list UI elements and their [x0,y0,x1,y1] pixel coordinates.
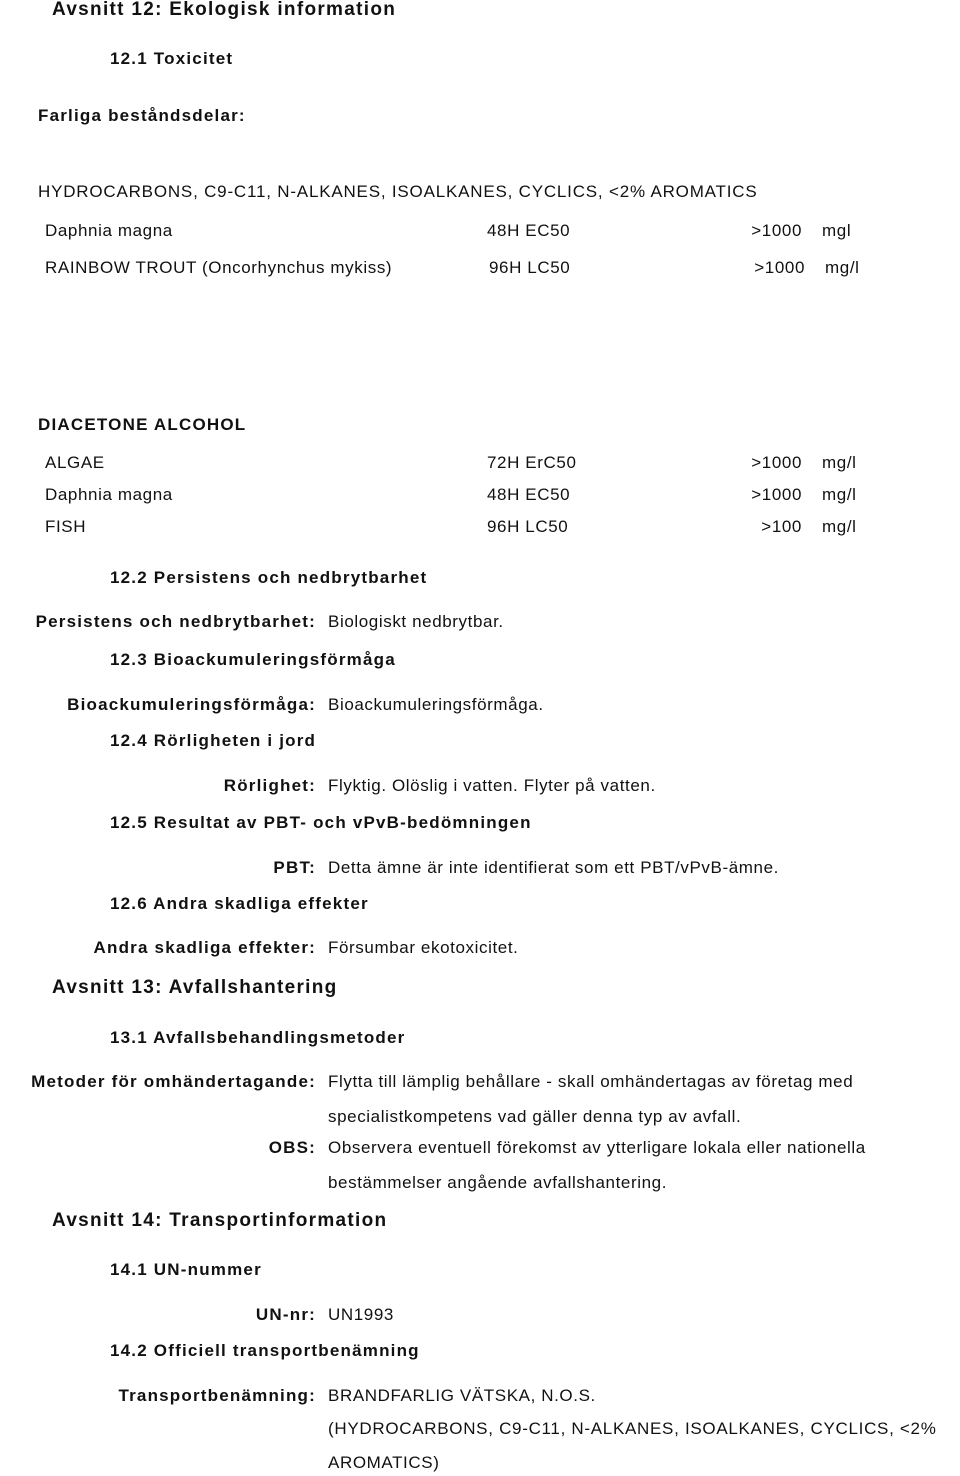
transport-name-label: Transportbenämning: [118,1386,316,1405]
persistence-label: Persistens och nedbrytbarhet: [35,612,316,631]
tox-unit: mg/l [822,453,857,472]
hazardous-components-label: Farliga beståndsdelar: [38,106,246,125]
tox-value: >1000 [751,485,802,504]
subsection-13-1-title: 13.1 Avfallsbehandlingsmetoder [110,1028,406,1047]
disposal-methods-line-1: Flytta till lämplig behållare - skall omhändertagas av företag med [328,1072,854,1091]
other-effects-value: Försumbar ekotoxicitet. [328,938,519,957]
tox-value: >1000 [754,258,805,277]
bioaccumulation-value: Bioackumuleringsförmåga. [328,695,544,714]
subsection-14-2-title: 14.2 Officiell transportbenämning [110,1341,420,1360]
tox-unit: mg/l [822,485,857,504]
other-effects-label: Andra skadliga effekter: [93,938,316,957]
tox-organism: RAINBOW TROUT (Oncorhynchus mykiss) [45,258,393,277]
section-13-heading: Avsnitt 13: Avfallshantering [52,977,338,998]
disposal-methods-label: Metoder för omhändertagande: [31,1072,316,1091]
transport-name-line-3: AROMATICS) [328,1453,440,1472]
subsection-12-5-title: 12.5 Resultat av PBT- och vPvB-bedömningen [110,813,532,832]
mobility-label: Rörlighet: [223,776,316,795]
tox-test: 72H ErC50 [487,453,577,472]
subsection-12-3-title: 12.3 Bioackumuleringsförmåga [110,650,396,669]
section-14-heading: Avsnitt 14: Transportinformation [52,1210,388,1231]
tox-unit: mgl [822,221,852,240]
bioaccumulation-label: Bioackumuleringsförmåga: [67,695,316,714]
subsection-12-2-title: 12.2 Persistens och nedbrytbarhet [110,568,428,587]
tox-value: >1000 [751,221,802,240]
tox-test: 96H LC50 [489,258,571,277]
tox-value: >100 [761,517,802,536]
substance-1-name: HYDROCARBONS, C9-C11, N-ALKANES, ISOALKANES, CYCLICS, <2% AROMATICS [38,182,758,201]
pbt-label: PBT: [273,858,316,877]
subsection-12-6-title: 12.6 Andra skadliga effekter [110,894,369,913]
tox-test: 48H EC50 [487,221,571,240]
obs-line-2: bestämmelser angående avfallshantering. [328,1173,668,1192]
tox-organism: Daphnia magna [45,485,173,504]
subsection-12-4-title: 12.4 Rörligheten i jord [110,731,317,750]
transport-name-line-1: BRANDFARLIG VÄTSKA, N.O.S. [328,1386,596,1405]
un-number-label: UN-nr: [255,1305,316,1324]
subsection-14-1-title: 14.1 UN-nummer [110,1260,262,1279]
pbt-value: Detta ämne är inte identifierat som ett PBT/vPvB-ämne. [328,858,779,877]
disposal-methods-line-2: specialistkompetens vad gäller denna typ av avfall. [328,1107,742,1126]
tox-organism: ALGAE [45,453,105,472]
persistence-value: Biologiskt nedbrytbar. [328,612,504,631]
transport-name-line-2: (HYDROCARBONS, C9-C11, N-ALKANES, ISOALKANES, CYCLICS, <2% [328,1419,937,1438]
obs-label: OBS: [268,1138,316,1157]
tox-organism: Daphnia magna [45,221,173,240]
tox-test: 96H LC50 [487,517,569,536]
mobility-value: Flyktig. Olöslig i vatten. Flyter på vatten. [328,776,656,795]
tox-unit: mg/l [822,517,857,536]
tox-test: 48H EC50 [487,485,571,504]
obs-line-1: Observera eventuell förekomst av ytterligare lokala eller nationella [328,1138,866,1157]
substance-2-name: DIACETONE ALCOHOL [38,415,247,434]
un-number-value: UN1993 [328,1305,394,1324]
section-12-heading: Avsnitt 12: Ekologisk information [52,0,397,20]
tox-organism: FISH [45,517,87,536]
tox-unit: mg/l [825,258,860,277]
subsection-12-1-title: 12.1 Toxicitet [110,49,234,68]
tox-value: >1000 [751,453,802,472]
